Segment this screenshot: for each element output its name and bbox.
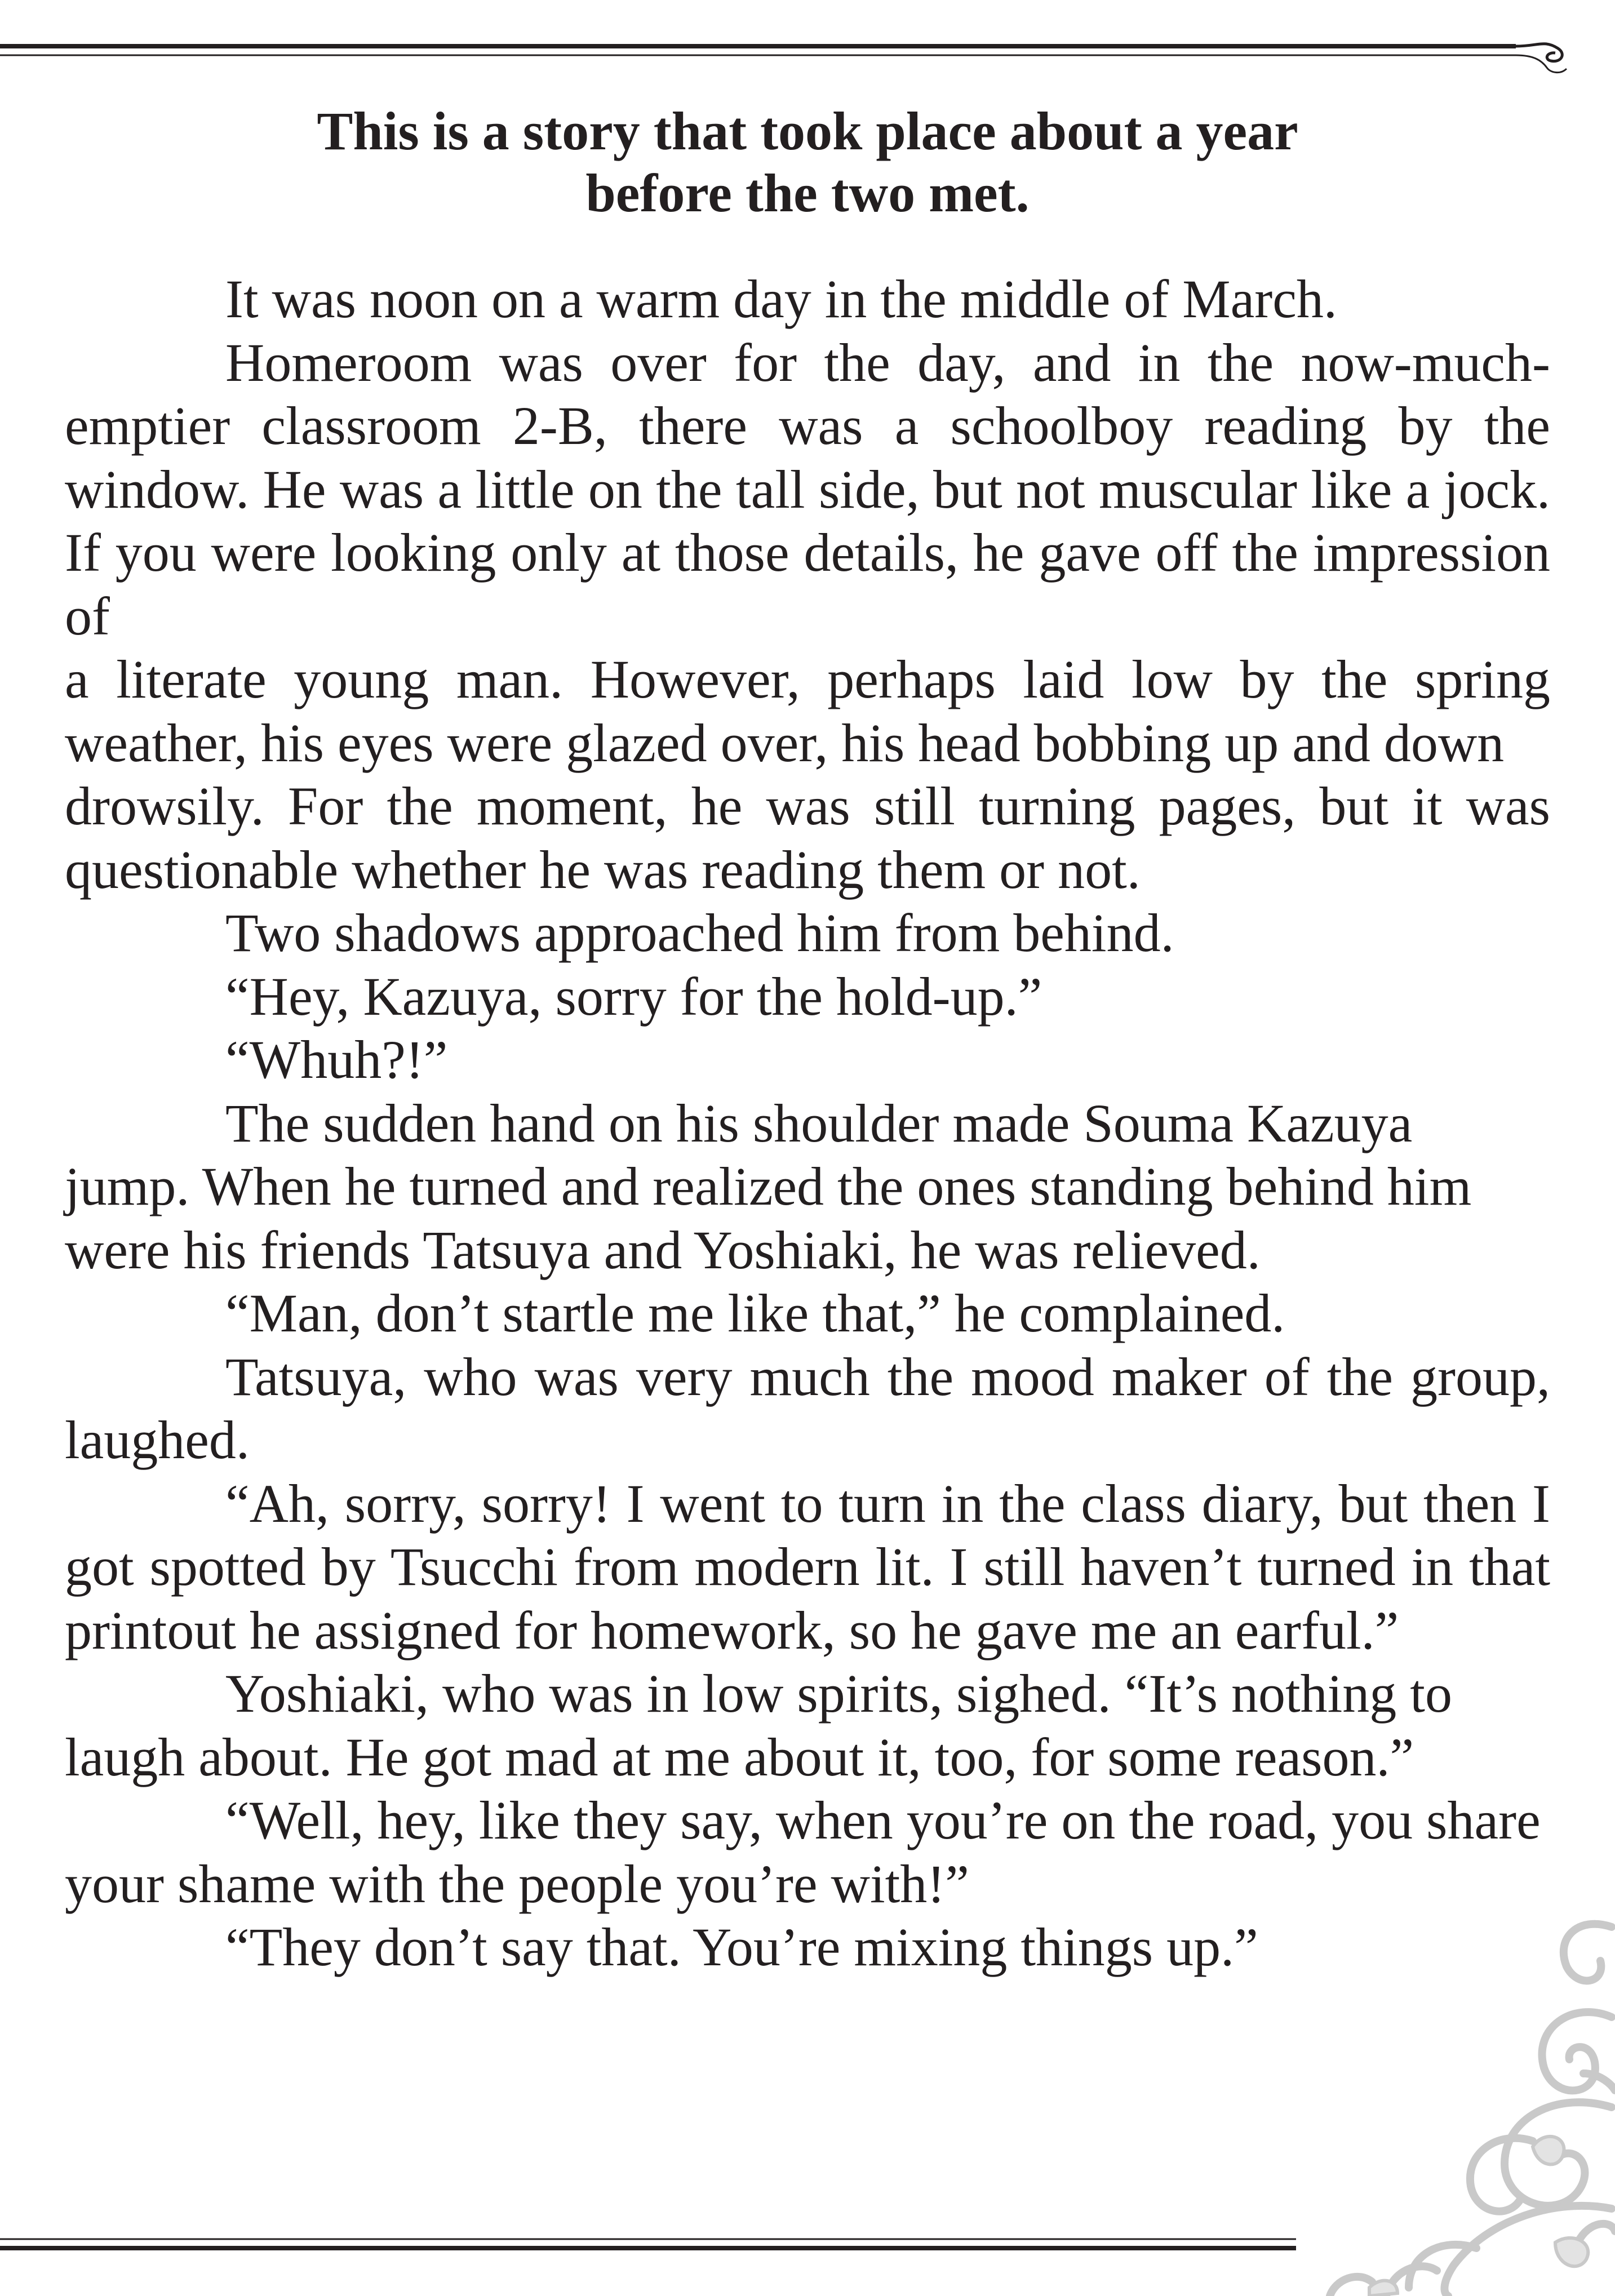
paragraph: “They don’t say that. You’re mixing things up.” <box>225 1917 1258 1977</box>
paragraph: Yoshiaki, who was in low spirits, sighed. “It’s nothing to laugh about. He got mad at me about it, too, for some reason.” <box>65 1663 1452 1787</box>
paragraph: “Hey, Kazuya, sorry for the hold-up.” <box>225 966 1042 1027</box>
paragraph: “Well, hey, like they say, when you’re on the road, you share your shame with the people you’re with!” <box>65 1790 1541 1914</box>
heading-line-2: before the two met. <box>585 163 1030 223</box>
heading-line-1: This is a story that took place about a year <box>317 101 1298 161</box>
paragraph: “Ah, sorry, sorry! I went to turn in the class diary, but then I got spotted by Tsucchi from modern lit. I still haven’t turned in that printout he assigned for homework, so he gave me an earful.” <box>65 1473 1550 1660</box>
paragraph: Homeroom was over for the day, and in the now-much-emptier classroom 2-B, there was a schoolboy reading by the window. He was a little on the tall side, but not muscular like a jock. If you were looking only at those details, he gave off the impression of <box>65 332 1550 646</box>
bottom-border-rule <box>0 2232 1615 2272</box>
paragraph: drowsily. For the moment, he was still turning pages, but it was questionable whether he was reading them or not. <box>65 776 1550 900</box>
paragraph: Two shadows approached him from behind. <box>225 903 1174 963</box>
section-heading <box>65 100 1550 224</box>
paragraph: “Whuh?!” <box>225 1029 448 1090</box>
paragraph: Tatsuya, who was very much the mood maker of the group, laughed. <box>65 1346 1550 1470</box>
story-body <box>65 268 1550 1979</box>
paragraph: a literate young man. However, perhaps laid low by the spring weather, his eyes were glazed over, his head bobbing up and down <box>65 649 1550 773</box>
paragraph: It was noon on a warm day in the middle of March. <box>225 269 1337 329</box>
top-border-rule <box>0 41 1615 80</box>
paragraph: The sudden hand on his shoulder made Souma Kazuya jump. When he turned and realized the ones standing behind him were his friends Tatsuya and Yoshiaki, he was relieved. <box>65 1093 1472 1280</box>
paragraph: “Man, don’t startle me like that,” he complained. <box>225 1283 1285 1343</box>
